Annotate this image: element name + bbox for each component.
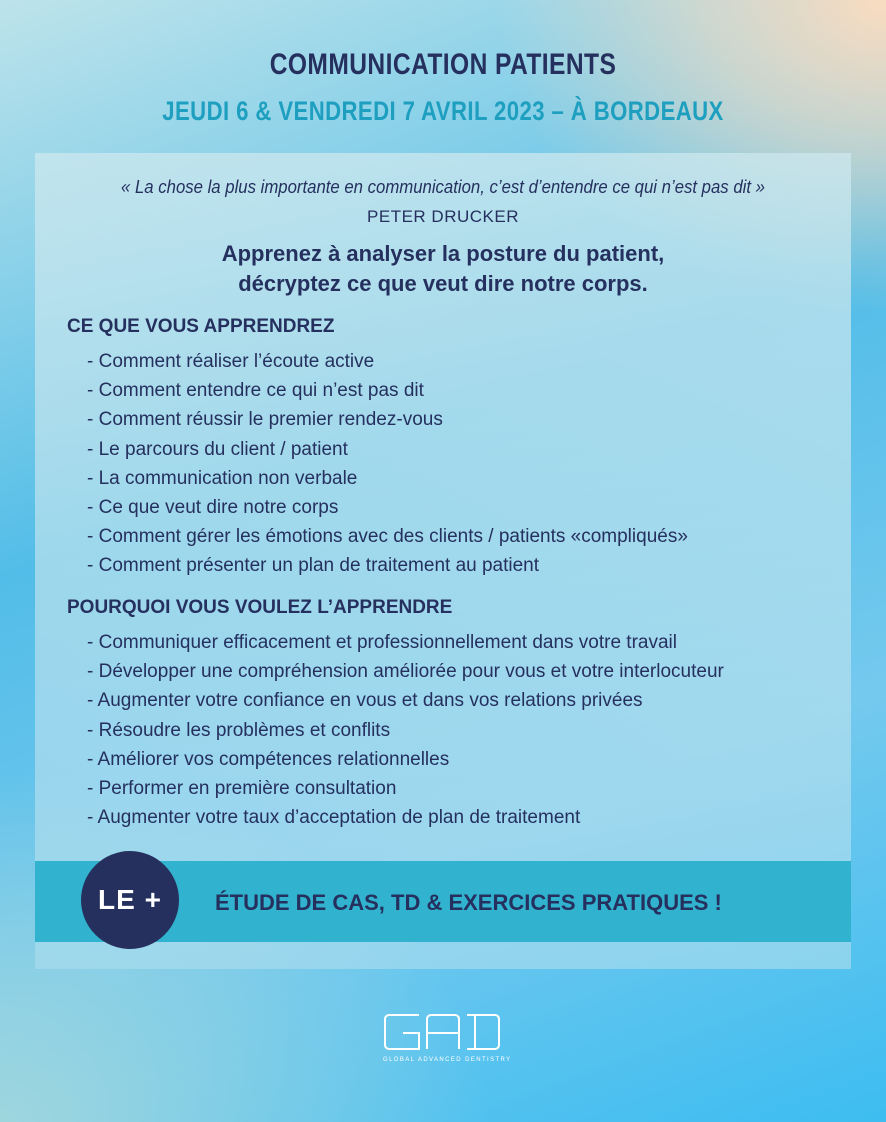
list-item: - Résoudre les problèmes et conflits bbox=[87, 719, 391, 741]
intro-line-2: décryptez ce que veut dire notre corps. bbox=[238, 271, 648, 296]
page-title: COMMUNICATION PATIENTS bbox=[269, 48, 617, 81]
list-item: - Comment réussir le premier rendez-vous bbox=[87, 409, 443, 431]
gad-logo bbox=[383, 1011, 512, 1067]
learn-list bbox=[87, 347, 688, 581]
list-item: - Comment entendre ce qui n’est pas dit bbox=[87, 380, 424, 402]
list-item: - Performer en première consultation bbox=[87, 777, 397, 799]
gad-logo-mark bbox=[383, 1011, 503, 1055]
list-item: - Augmenter votre confiance en vous et dans vos relations privées bbox=[87, 690, 643, 712]
content-panel bbox=[35, 153, 851, 969]
list-item: - Comment gérer les émotions avec des clients / patients «compliqués» bbox=[87, 526, 688, 548]
quote-author: PETER DRUCKER bbox=[367, 207, 519, 226]
intro-text bbox=[35, 239, 851, 299]
list-item: - Le parcours du client / patient bbox=[87, 438, 348, 460]
list-item: - Communiquer efficacement et professionnellement dans votre travail bbox=[87, 632, 677, 653]
list-item: - Améliorer vos compétences relationnelles bbox=[87, 748, 450, 770]
list-item: - Augmenter votre taux d’acceptation de plan de traitement bbox=[87, 807, 581, 829]
quote-text: « La chose la plus importante en communication, c’est d’entendre ce qui n’est pas dit » bbox=[121, 177, 765, 197]
bonus-badge: LE + bbox=[81, 851, 179, 949]
section-title-learn: CE QUE VOUS APPRENDREZ bbox=[67, 316, 335, 337]
list-item: - Comment présenter un plan de traitement au patient bbox=[87, 555, 540, 577]
logo-tagline: GLOBAL ADVANCED DENTISTRY bbox=[383, 1057, 512, 1063]
list-item: - Comment réaliser l’écoute active bbox=[87, 351, 375, 372]
section-title-why: POURQUOI VOUS VOULEZ L’APPRENDRE bbox=[67, 597, 453, 618]
list-item: - Ce que veut dire notre corps bbox=[87, 496, 339, 518]
event-date-location: JEUDI 6 & VENDREDI 7 AVRIL 2023 – À BORDEAUX bbox=[162, 96, 724, 126]
list-item: - La communication non verbale bbox=[87, 467, 358, 489]
bonus-text: ÉTUDE DE CAS, TD & EXERCICES PRATIQUES ! bbox=[215, 890, 722, 915]
list-item: - Développer une compréhension améliorée pour vous et votre interlocuteur bbox=[87, 661, 724, 683]
why-list bbox=[87, 628, 724, 832]
intro-line-1: Apprenez à analyser la posture du patient, bbox=[221, 241, 665, 266]
